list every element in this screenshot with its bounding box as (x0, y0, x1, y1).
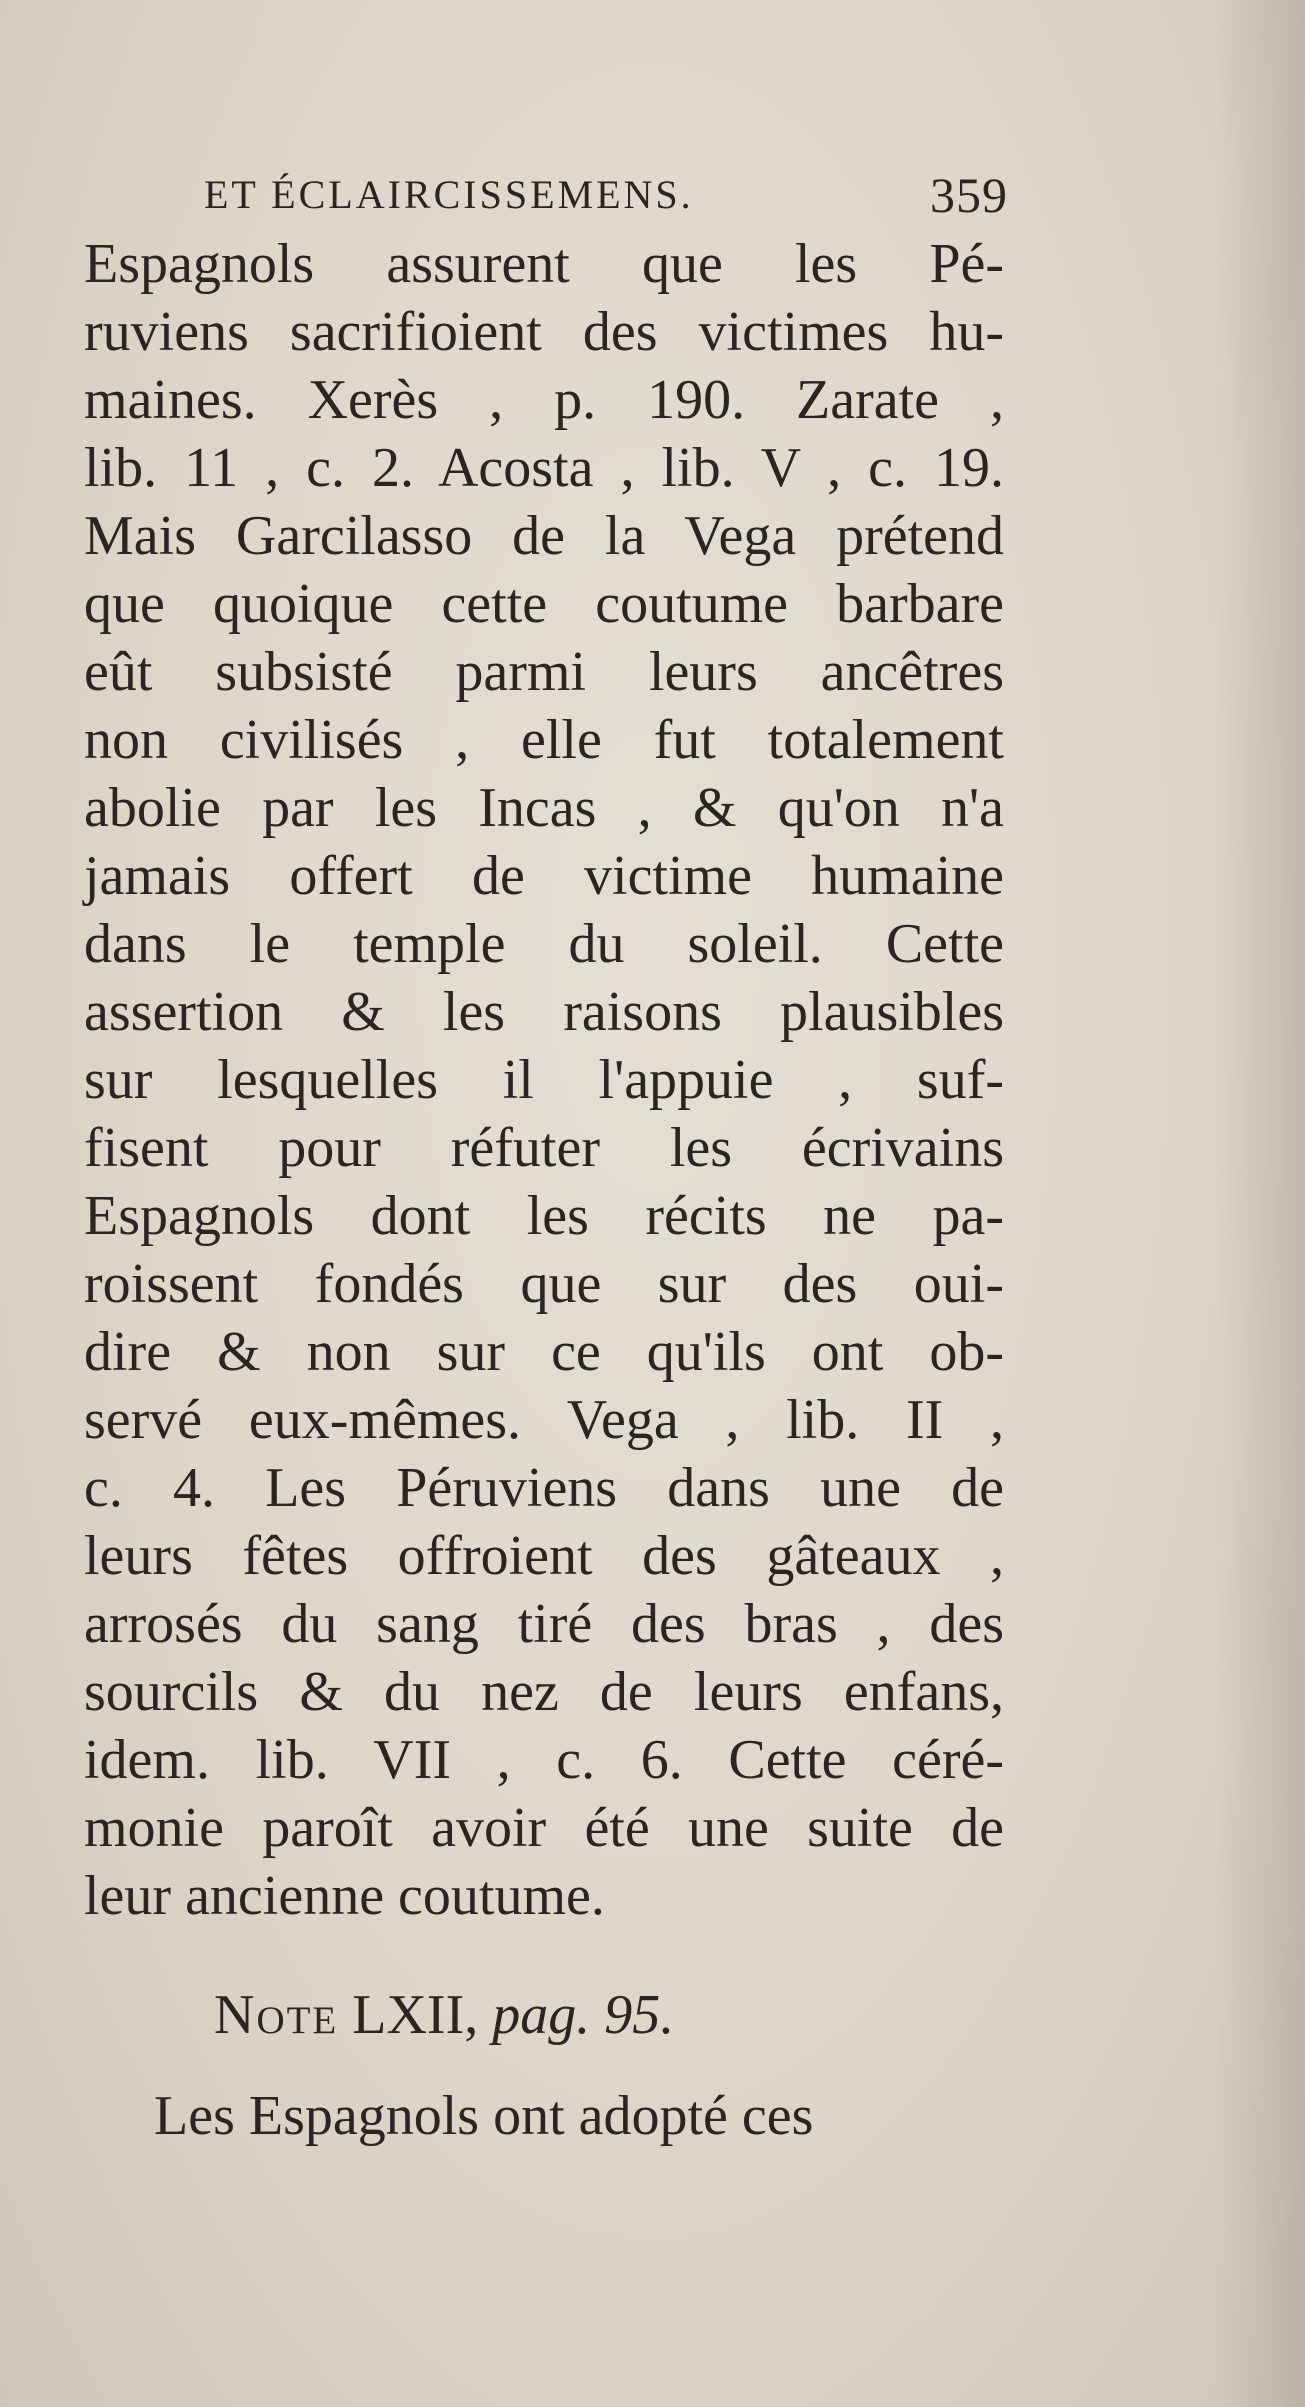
text-line: roissent fondés que sur des oui- (84, 1253, 1004, 1315)
text-line: monie paroît avoir été une suite de (84, 1797, 1004, 1859)
note-page-ref: pag. 95. (492, 1984, 675, 2046)
text-line: maines. Xerès , p. 190. Zarate , (84, 369, 1004, 431)
note-heading (84, 1970, 1004, 2060)
text-line: lib. 11 , c. 2. Acosta , lib. V , c. 19. (84, 437, 1004, 499)
text-line: assertion & les raisons plausibles (84, 981, 1004, 1043)
note-number: LXII, (352, 1984, 479, 2046)
page-gutter-shadow (1215, 0, 1305, 2407)
text-line: Espagnols assurent que les Pé- (84, 233, 1004, 295)
text-line: Espagnols dont les récits ne pa- (84, 1185, 1004, 1247)
text-line: leurs fêtes offroient des gâteaux , (84, 1525, 1004, 1587)
text-line: jamais offert de victime humaine (84, 845, 1004, 907)
running-head-title: ET ÉCLAIRCISSEMENS. (204, 172, 694, 217)
text-line: sourcils & du nez de leurs enfans, (84, 1661, 1004, 1723)
text-line: servé eux-mêmes. Vega , lib. II , (84, 1389, 1004, 1451)
text-line: leur ancienne coutume. (84, 1865, 605, 1927)
text-line: Mais Garcilasso de la Vega prétend (84, 505, 1004, 567)
text-line: c. 4. Les Péruviens dans une de (84, 1457, 1004, 1519)
note-label: Note (214, 1984, 339, 2046)
text-line: idem. lib. VII , c. 6. Cette céré- (84, 1729, 1004, 1791)
running-head (84, 160, 1008, 230)
page-number: 359 (930, 167, 1008, 223)
text-line: arrosés du sang tiré des bras , des (84, 1593, 1004, 1655)
text-line: abolie par les Incas , & qu'on n'a (84, 777, 1004, 839)
text-line: dans le temple du soleil. Cette (84, 913, 1004, 975)
text-line: dire & non sur ce qu'ils ont ob- (84, 1321, 1004, 1383)
next-paragraph-line: Les Espagnols ont adopté ces (154, 2085, 814, 2147)
text-block (84, 160, 1008, 2150)
body-text (84, 230, 1004, 1930)
text-line: que quoique cette coutume barbare (84, 573, 1004, 635)
text-line: fisent pour réfuter les écrivains (84, 1117, 1004, 1179)
text-line: non civilisés , elle fut totalement (84, 709, 1004, 771)
text-line: eût subsisté parmi leurs ancêtres (84, 641, 1004, 703)
text-line: sur lesquelles il l'appuie , suf- (84, 1049, 1004, 1111)
text-line: ruviens sacrifioient des victimes hu- (84, 301, 1004, 363)
